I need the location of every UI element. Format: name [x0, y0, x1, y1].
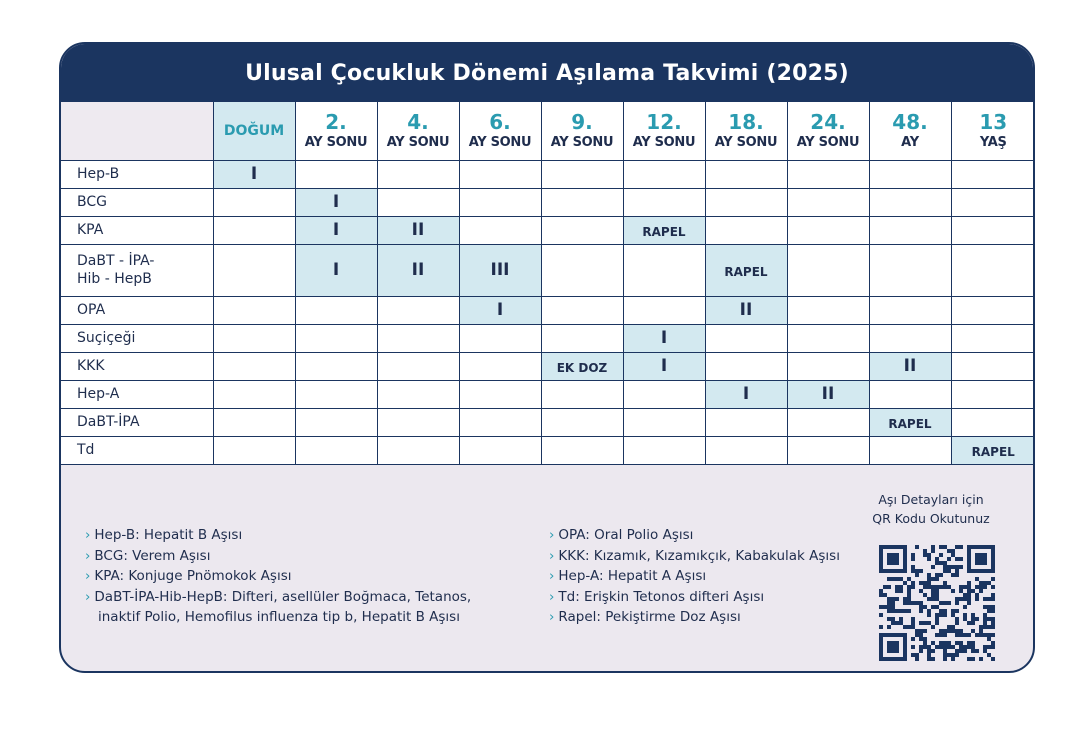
empty-cell: [213, 244, 295, 296]
column-label: AY SONU: [304, 135, 368, 151]
column-number: 24.: [810, 110, 846, 135]
chevron-right-icon: ›: [549, 568, 555, 584]
empty-cell: [213, 324, 295, 352]
empty-cell: [213, 352, 295, 380]
empty-cell: [213, 296, 295, 324]
empty-cell: [951, 380, 1035, 408]
column-label: DOĞUM: [223, 122, 285, 139]
empty-cell: [705, 436, 787, 464]
empty-cell: [787, 216, 869, 244]
column-number: 9.: [571, 110, 593, 135]
dose-cell: [295, 216, 377, 244]
column-header: [295, 102, 377, 160]
empty-cell: [377, 436, 459, 464]
dose-cell: [295, 188, 377, 216]
empty-cell: [541, 296, 623, 324]
vaccine-row: [61, 188, 1035, 216]
dose-label: II: [903, 356, 917, 376]
dose-cell: [705, 244, 787, 296]
chevron-right-icon: ›: [85, 547, 91, 564]
empty-cell: [213, 188, 295, 216]
empty-cell: [951, 160, 1035, 188]
empty-cell: [623, 188, 705, 216]
empty-cell: [951, 296, 1035, 324]
empty-cell: [377, 160, 459, 188]
column-number: 12.: [646, 110, 682, 135]
empty-cell: [295, 296, 377, 324]
empty-cell: [705, 352, 787, 380]
dose-cell: [623, 352, 705, 380]
empty-cell: [705, 324, 787, 352]
legend-text: DaBT-İPA-Hib-HepB: Difteri, asellüler Boğmaca, Tetanos,: [94, 588, 472, 605]
dose-label: RAPEL: [888, 416, 932, 431]
vaccine-row: [61, 216, 1035, 244]
chevron-right-icon: ›: [85, 588, 91, 605]
page-title: Ulusal Çocukluk Dönemi Aşılama Takvimi (2025): [61, 44, 1033, 102]
chevron-right-icon: ›: [85, 568, 91, 584]
column-header: [541, 102, 623, 160]
empty-cell: [541, 244, 623, 296]
vaccine-row: [61, 408, 1035, 436]
empty-cell: [787, 296, 869, 324]
legend-item: [549, 607, 840, 628]
legend-right: [549, 525, 840, 628]
empty-cell: [541, 160, 623, 188]
dose-cell: [787, 380, 869, 408]
legend-text: Hep-B: Hepatit B Aşısı: [94, 527, 243, 543]
empty-cell: [459, 324, 541, 352]
vaccine-name: KPA: [61, 216, 213, 244]
dose-cell: [377, 216, 459, 244]
vaccine-row: [61, 436, 1035, 464]
legend-item: [85, 607, 471, 628]
legend-text: BCG: Verem Aşısı: [94, 547, 211, 564]
vaccine-name: Suçiçeği: [61, 324, 213, 352]
dose-label: II: [739, 300, 753, 320]
empty-cell: [869, 188, 951, 216]
legend-item: [85, 546, 471, 567]
empty-cell: [787, 188, 869, 216]
empty-cell: [787, 436, 869, 464]
dose-label: I: [332, 192, 340, 212]
empty-cell: [623, 244, 705, 296]
empty-cell: [295, 436, 377, 464]
empty-cell: [295, 352, 377, 380]
schedule-table: [61, 102, 1035, 465]
empty-cell: [951, 408, 1035, 436]
dose-cell: [459, 244, 541, 296]
empty-cell: [295, 160, 377, 188]
dose-label: EK DOZ: [556, 360, 608, 375]
empty-cell: [295, 324, 377, 352]
dose-cell: [869, 408, 951, 436]
dose-label: RAPEL: [724, 264, 768, 279]
chevron-right-icon: ›: [549, 609, 555, 625]
empty-cell: [951, 188, 1035, 216]
empty-cell: [951, 244, 1035, 296]
chevron-right-icon: ›: [549, 547, 555, 564]
empty-cell: [869, 436, 951, 464]
empty-cell: [951, 324, 1035, 352]
empty-cell: [623, 408, 705, 436]
dose-label: III: [490, 260, 510, 280]
empty-cell: [459, 188, 541, 216]
vaccine-name: Td: [61, 436, 213, 464]
column-number: 48.: [892, 110, 928, 135]
empty-cell: [459, 352, 541, 380]
dose-label: II: [411, 260, 425, 280]
column-header: [869, 102, 951, 160]
vaccine-name: Hep-B: [61, 160, 213, 188]
vaccine-name: Hep-A: [61, 380, 213, 408]
column-number: 4.: [407, 110, 429, 135]
dose-label: RAPEL: [971, 444, 1015, 459]
empty-cell: [623, 296, 705, 324]
legend-text: OPA: Oral Polio Aşısı: [558, 527, 694, 543]
empty-cell: [705, 160, 787, 188]
column-label: AY SONU: [468, 135, 532, 151]
column-number: 18.: [728, 110, 764, 135]
empty-cell: [869, 296, 951, 324]
empty-cell: [459, 380, 541, 408]
empty-cell: [623, 160, 705, 188]
legend-item: [549, 566, 840, 587]
column-label: AY SONU: [632, 135, 696, 151]
chevron-right-icon: ›: [85, 527, 91, 543]
vaccine-row: [61, 244, 1035, 296]
dose-label: II: [411, 220, 425, 240]
dose-cell: [295, 244, 377, 296]
legend-item: [85, 587, 471, 608]
dose-label: II: [821, 384, 835, 404]
column-number: 2.: [325, 110, 347, 135]
column-header: [377, 102, 459, 160]
empty-cell: [705, 216, 787, 244]
empty-cell: [377, 408, 459, 436]
empty-cell: [213, 436, 295, 464]
empty-cell: [377, 188, 459, 216]
empty-cell: [787, 160, 869, 188]
empty-cell: [541, 216, 623, 244]
column-label: AY: [901, 135, 919, 151]
legend-left: [85, 525, 471, 628]
column-number: 6.: [489, 110, 511, 135]
dose-cell: [623, 324, 705, 352]
empty-cell: [377, 296, 459, 324]
empty-cell: [787, 352, 869, 380]
legend-text: Td: Erişkin Tetonos difteri Aşısı: [558, 588, 765, 605]
legend-text: KPA: Konjuge Pnömokok Aşısı: [94, 568, 292, 584]
column-header: [213, 102, 295, 160]
qr-caption-line: Aşı Detayları için: [878, 492, 984, 507]
dose-cell: [541, 352, 623, 380]
dose-cell: [459, 296, 541, 324]
empty-cell: [295, 380, 377, 408]
qr-code-icon[interactable]: [879, 544, 995, 662]
legend-item: [549, 546, 840, 567]
column-header: [951, 102, 1035, 160]
column-header: [623, 102, 705, 160]
chevron-right-icon: ›: [549, 588, 555, 605]
legend-item: [549, 525, 840, 546]
empty-cell: [869, 216, 951, 244]
dose-label: I: [660, 328, 668, 348]
legend-item: [549, 587, 840, 608]
empty-cell: [787, 408, 869, 436]
empty-cell: [295, 408, 377, 436]
vaccine-name-line: Hib - HepB: [77, 271, 152, 287]
empty-cell: [377, 324, 459, 352]
vaccine-name: DaBT-İPA: [61, 408, 213, 436]
empty-cell: [869, 244, 951, 296]
empty-cell: [869, 380, 951, 408]
header-row: [61, 102, 1035, 160]
column-label: AY SONU: [714, 135, 778, 151]
legend-item: [85, 566, 471, 587]
corner-cell: [61, 102, 213, 160]
dose-label: I: [332, 260, 340, 280]
dose-label: I: [660, 356, 668, 376]
empty-cell: [541, 408, 623, 436]
legend-text: inaktif Polio, Hemofilus influenza tip b, Hepatit B Aşısı: [98, 609, 460, 625]
empty-cell: [541, 436, 623, 464]
dose-label: RAPEL: [642, 224, 686, 239]
empty-cell: [787, 244, 869, 296]
empty-cell: [951, 352, 1035, 380]
empty-cell: [541, 324, 623, 352]
column-header: [705, 102, 787, 160]
legend-text: Rapel: Pekiştirme Doz Aşısı: [558, 609, 741, 625]
vaccine-row: [61, 380, 1035, 408]
column-label: YAŞ: [979, 135, 1007, 151]
legend-item: [85, 525, 471, 546]
qr-caption: [861, 490, 1001, 528]
column-number: 13: [979, 110, 1008, 135]
empty-cell: [869, 160, 951, 188]
column-label: AY SONU: [550, 135, 614, 151]
empty-cell: [213, 408, 295, 436]
column-label: AY SONU: [796, 135, 860, 151]
vaccine-name: BCG: [61, 188, 213, 216]
empty-cell: [541, 380, 623, 408]
vaccine-name: KKK: [61, 352, 213, 380]
empty-cell: [377, 352, 459, 380]
empty-cell: [213, 216, 295, 244]
column-header: [459, 102, 541, 160]
legend-text: KKK: Kızamık, Kızamıkçık, Kabakulak Aşısı: [558, 547, 840, 564]
empty-cell: [951, 216, 1035, 244]
empty-cell: [459, 436, 541, 464]
dose-label: I: [332, 220, 340, 240]
dose-cell: [705, 380, 787, 408]
vaccine-row: [61, 324, 1035, 352]
legend-text: Hep-A: Hepatit A Aşısı: [558, 568, 707, 584]
dose-label: I: [742, 384, 750, 404]
dose-cell: [705, 296, 787, 324]
empty-cell: [459, 408, 541, 436]
dose-cell: [623, 216, 705, 244]
vaccine-name: [61, 244, 213, 296]
empty-cell: [541, 188, 623, 216]
dose-label: I: [496, 300, 504, 320]
column-label: AY SONU: [386, 135, 450, 151]
vaccine-name-line: DaBT - İPA-: [77, 252, 155, 269]
dose-cell: [951, 436, 1035, 464]
empty-cell: [705, 188, 787, 216]
empty-cell: [377, 380, 459, 408]
vaccination-card: [59, 42, 1035, 673]
dose-label: I: [250, 164, 258, 184]
empty-cell: [623, 380, 705, 408]
vaccine-row: [61, 352, 1035, 380]
empty-cell: [623, 436, 705, 464]
empty-cell: [705, 408, 787, 436]
empty-cell: [213, 380, 295, 408]
empty-cell: [869, 324, 951, 352]
qr-caption-line: QR Kodu Okutunuz: [872, 511, 990, 526]
chevron-right-icon: ›: [549, 527, 555, 543]
empty-cell: [459, 216, 541, 244]
dose-cell: [377, 244, 459, 296]
column-header: [787, 102, 869, 160]
empty-cell: [787, 324, 869, 352]
dose-cell: [213, 160, 295, 188]
vaccine-row: [61, 160, 1035, 188]
vaccine-row: [61, 296, 1035, 324]
dose-cell: [869, 352, 951, 380]
empty-cell: [459, 160, 541, 188]
vaccine-name: OPA: [61, 296, 213, 324]
